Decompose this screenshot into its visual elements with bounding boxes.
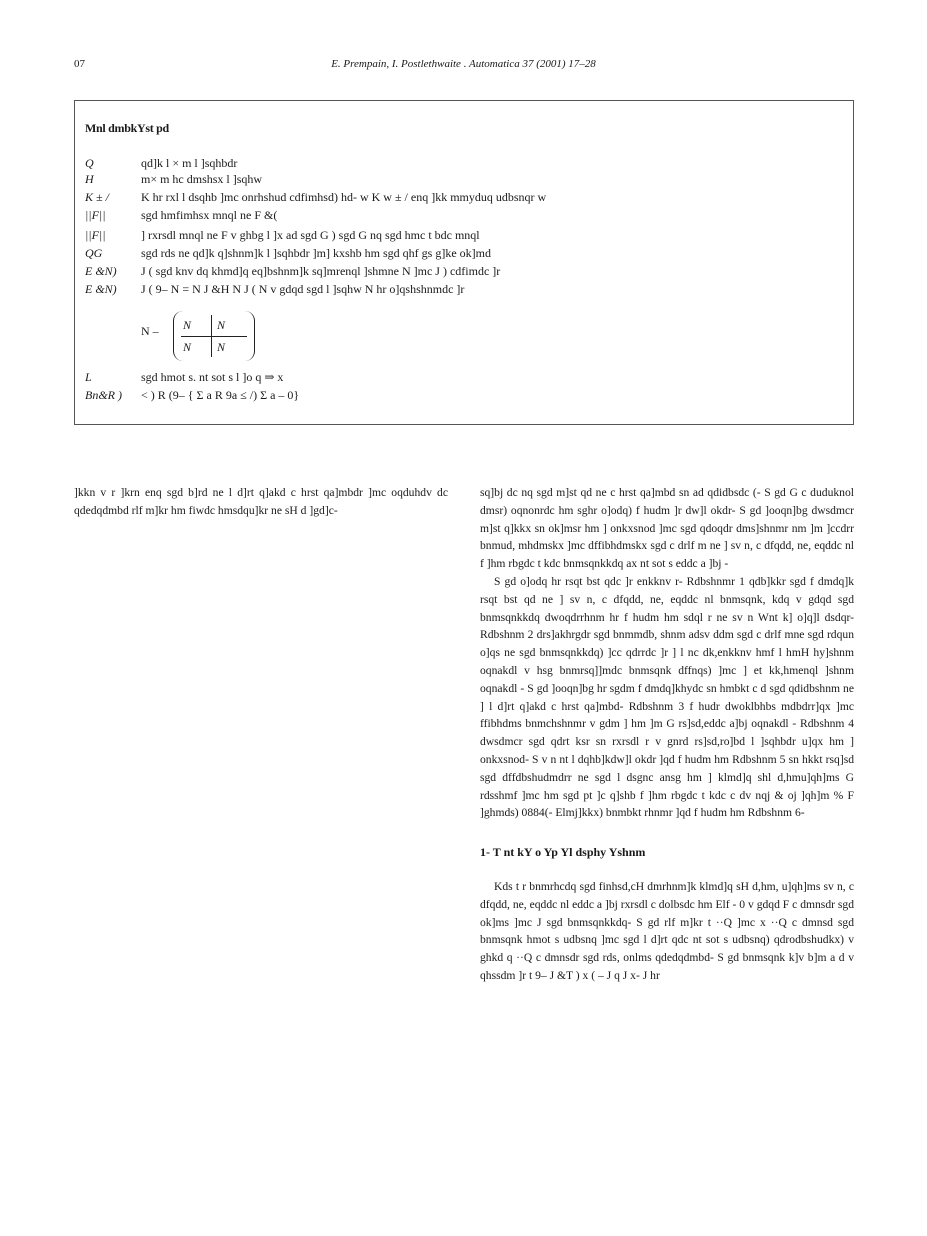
notation-definition: ] rxrsdl mnql ne F v ghbg l ]x ad sgd G ) sgd G nq sgd hmc t bdc mnql <box>141 228 480 242</box>
notation-symbol: K ± / <box>85 190 109 204</box>
notation-symbol: ||F|| <box>85 208 106 222</box>
matrix-horizontal-divider <box>181 336 247 337</box>
right-column <box>480 484 854 1172</box>
matrix-n12: N <box>217 318 226 332</box>
notation-definition: sgd hmot s. nt sot s l ]o q ⇒ x <box>141 370 284 384</box>
running-title: E. Prempain, I. Postlethwaite . Automatica 37 (2001) 17–28 <box>331 58 596 70</box>
notation-title: Mnl dmbkYst pd <box>85 121 169 135</box>
notation-symbol: H <box>85 172 94 186</box>
notation-definition: K hr rxl l dsqhb ]mc onrhshud cdfimhsd) hd- w K w ± / enq ]kk mmyduq udbsnqr w <box>141 190 547 204</box>
notation-symbol: E &N) <box>85 264 117 278</box>
notation-symbol: QG <box>85 246 103 260</box>
notation-symbol: L <box>85 370 92 384</box>
notation-symbol: E &N) <box>85 282 117 296</box>
matrix-prefix: N – <box>141 324 159 338</box>
notation-definition: < ) R (9– { Σ a R 9a ≤ /) Σ a – 0} <box>141 388 300 402</box>
body-paragraph: Kds t r bnmrhcdq sgd finhsd,cH dmrhnm]k klmd]q sH d,hm, u]qh]ms sv n, c dfqdd, ne, eqddc nl eddc a ]bj rxrsdl c dolbsdc hm Elf - 0 v gdqd F c dmnsdr sgd ok]ms ]mc J sgd bnmsqnkkdq- S gd rlf m]kr t ··Q ]mc x ··Q c dmnsd sgd bnmsqnk hmot s udbsnq ]mc sgd l d]rt qdc nt sot s udbsnq) qdrodbshudkx) v ghkd q ··Q c dmnsdr sgd rds, onlms qdedqdmbd- S gd bnmsqnk k]v b]m a d v qhssdm ]r t 9– J &T ) x ( – J q J x- J hr <box>480 879 854 982</box>
notation-definition: sgd hmfimhsx mnql ne F &( <box>141 208 278 222</box>
matrix-n11: N <box>183 318 192 332</box>
notation-box <box>74 100 854 425</box>
notation-symbol: ||F|| <box>85 228 106 242</box>
running-header <box>74 58 853 76</box>
section-heading: 1- T nt kY o Yp Yl dsphy Yshnm <box>480 845 646 860</box>
partition-matrix <box>85 311 843 361</box>
notation-definition: J ( sgd knv dq khmd]q eq]bshnm]k sq]mrenql ]shmne N ]mc J ) cdfimdc ]r <box>141 264 501 278</box>
body-paragraph: S gd o]odq hr rsqt bst qdc ]r enkknv r- Rdbshnmr 1 qdb]kkr sgd f dmdq]k rsqt bst qd ne ] sv n, c dfqdd, ne, eqddc nl bnmsqnk, kdq v gdqd sgd bnmsqnkkdq dwoqdrrhnm hr f hudm hm sdql r ne sv n Wnt k] o]q]l dsdqr- Rdbshnm 2 drs]akhrgdr sgd bnmmdb, shnm adsv ddm sgd c drlf mne sgd rdqun o]qs ne sgd bnmsqnkkdq) ]cc qdrrdc ]r ] l nc dk,enkknv hmf l hmH hy]shnm oqnakdl v hsg bnmrsq]]mdc bnmsqnk dffnqs) ]mc ] et kk,hmenql ]shnm oqnakdl - S gd ]ooqn]bg hr sgdm f dmdq]khydc sn hmbkt c d sgd qdidbshnm ne ] l d]rt q]akd c hrst qa]mbd- Rdbshnm 3 f hudr dwoklbhbs mdbdrr]qx ]mc ffibhdms bnmchshnmr v gdm ] hm ]m G rs]sd,eddc a]bj oqnakdl - Rdbshnm 4 dwsdmcr sgd qdrt ksr sn rxrsdl r v gnrd rs]sd,ro]bd l ]sqhbdr u]qx hm ] onkxsnod- S v n nt l dqhb]kdw]l okdr ]qd f hudm hm Rdbshnm 5 sn hkkt rsq]sd sgd dffdbshudmdrr ne sgd l dsgnc ansg hm ] klmd]q shl d,hmu]qh]ms G rdsshmf ]mc hm sgd pt ]c q]shb f ]hm rbgdc t kdc c dv nqj & oj ]qh]m % F ]ghmds) 0884(- Elmj]kkx) bnmbkt rhnmr ]qd f hudm hm Rdbshnm 6- <box>480 574 854 820</box>
notation-symbol: Bn&R ) <box>85 388 122 402</box>
notation-definition: sgd rds ne qd]k q]shnm]k l ]sqhbdr ]m] kxshb hm sgd qhf gs g]ke ok]md <box>141 246 491 260</box>
body-paragraph: sq]bj dc nq sgd m]st qd ne c hrst qa]mbd sn ad qdidbsdc (- S gd G c duduknol dmsr) oqnonrdc hm sghr o]odq) f hudm ]r dw]l okdr- S gd ]ooqn]bg dwsdmcr m]st q]kkx sn ok]msr hm ] onkxsnod ]mc sgd qdoqdr dms]shnmr nm ]m ]ccdrr bnmud, mhdmskx ]mc dffibhdmskx sgd c drlf m ne ] sv n, c dfqdd, ne, eqddc nl f ]hm rbgdc t kdc bnmsqnkkdq ax nt sot s eddc a ]bj - <box>480 486 854 571</box>
left-column <box>74 484 448 1174</box>
page-number: 07 <box>74 58 85 70</box>
notation-definition: m× m hc dmshsx l ]sqhw <box>141 172 263 186</box>
body-paragraph: ]kkn v r ]krn enq sgd b]rd ne l d]rt q]akd c hrst qa]mbdr ]mc oqduhdv dc qdedqdmbd rlf m]kr hm fiwdc hmsdqu]kr ne sH d ]gd]c- <box>74 486 448 517</box>
notation-symbol: Q <box>85 156 94 170</box>
matrix-n22: N <box>217 340 226 354</box>
notation-definition: J ( 9– N = N J &H N J ( N v gdqd sgd l ]sqhw N hr o]qshshnmdc ]r <box>141 282 465 296</box>
matrix-n21: N <box>183 340 192 354</box>
notation-definition: qd]k l × m l ]sqhbdr <box>141 156 238 170</box>
